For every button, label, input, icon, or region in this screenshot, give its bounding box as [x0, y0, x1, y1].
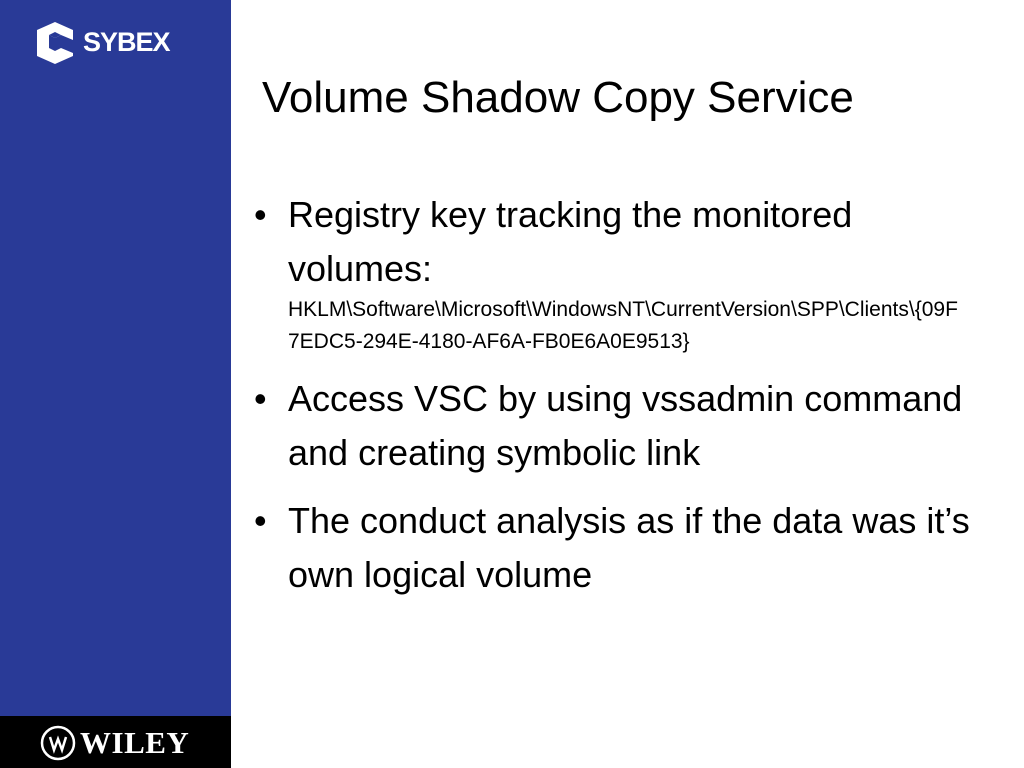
- brand-sidebar: [0, 0, 231, 768]
- wiley-seal-icon: [40, 725, 76, 761]
- bullet-text: The conduct analysis as if the data was it’s own logical volume: [288, 500, 970, 595]
- sybex-logo: [33, 19, 203, 65]
- wiley-logo: [40, 724, 189, 762]
- bullet-item: [248, 494, 978, 602]
- wiley-wordmark: WILEY: [80, 725, 190, 760]
- registry-key-path: HKLM\Software\Microsoft\WindowsNT\CurrentVersion\SPP\Clients\{09F7EDC5-294E-4180-AF6A-FB0E6A0E9513}: [288, 298, 958, 353]
- bullet-glyph: •: [254, 500, 267, 541]
- bullet-glyph: •: [254, 378, 267, 419]
- bullet-glyph: •: [254, 194, 267, 235]
- bullet-text: Registry key tracking the monitored volumes:: [288, 194, 853, 289]
- bullet-list: [248, 188, 978, 616]
- bullet-item: [248, 372, 978, 480]
- bullet-text: Access VSC by using vssadmin command and creating symbolic link: [288, 378, 963, 473]
- bullet-item: [248, 188, 978, 358]
- sybex-cube-icon: [33, 20, 77, 64]
- slide-title: Volume Shadow Copy Service: [262, 73, 854, 122]
- sybex-wordmark: SYBEX: [83, 26, 170, 57]
